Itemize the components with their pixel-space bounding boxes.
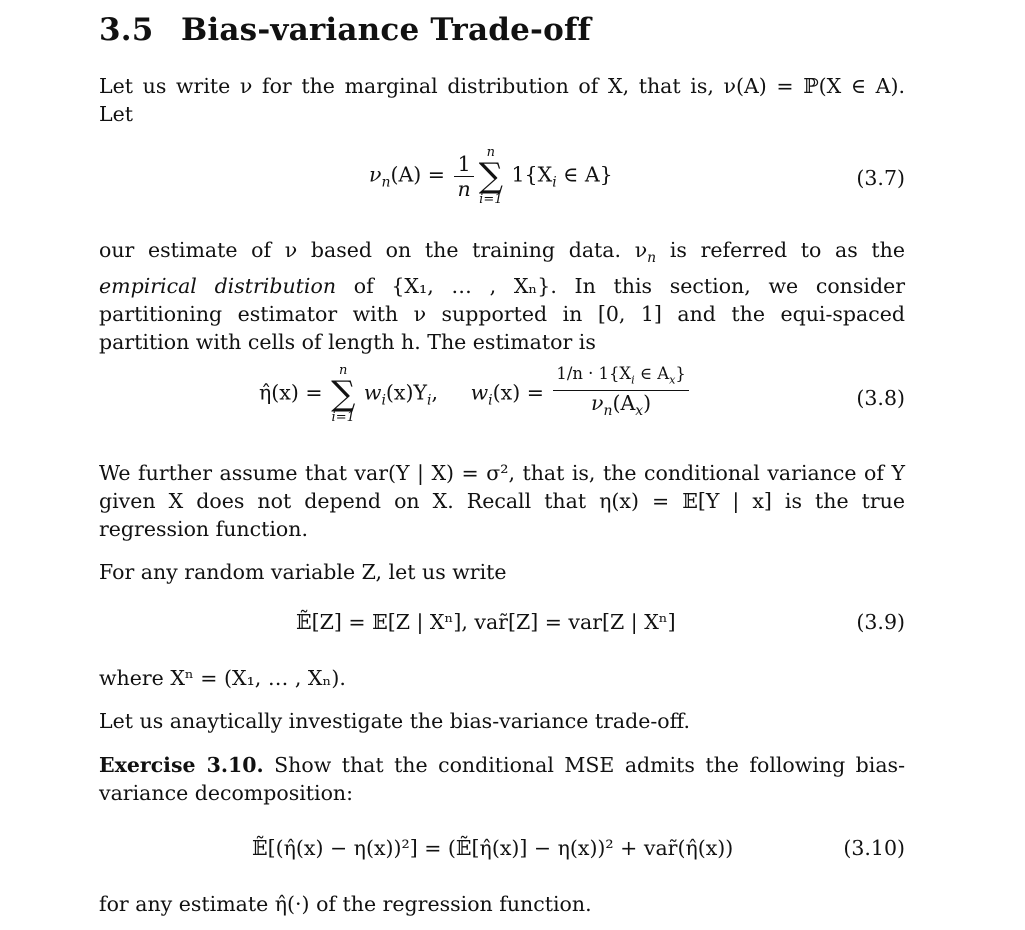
equation-number: (3.7) — [856, 166, 905, 190]
emphasis-empirical-distribution: empirical distribution — [99, 274, 337, 299]
paragraph-conditional-variance: We further assume that var(Y | X) = σ², that is, the conditional variance of Y given X does not depend on X. Recall that η(x) = 𝔼[Y | x] is the true regression function. — [99, 461, 905, 541]
paragraph-marginal-distribution — [99, 72, 905, 128]
exercise-3-10: Exercise 3.10. Show that the conditional MSE admits the following bias-variance decomposition: — [99, 753, 905, 805]
paragraph-line: Let — [99, 102, 133, 126]
paragraph-sample-definition: where Xⁿ = (X₁, … , Xₙ). — [99, 666, 346, 690]
paragraph-tradeoff: Let us anaytically investigate the bias-variance trade-off. — [99, 709, 690, 733]
equation-3-7 — [99, 146, 905, 216]
equation-body: 𝔼̃[(η̂(x) − η(x))²] = (𝔼̃[η̂(x)] − η(x))² + var̃(η̂(x)) — [252, 836, 734, 860]
equation-number: (3.10) — [843, 836, 905, 860]
equation-body: $\nu_n(A)$ = $\frac{1}{n}$ n ∑ i=1 $1\{X_i$ ∈ A} — [369, 145, 613, 207]
paragraph-line: Let us write ν for the marginal distribution of X, that is, ν(A) = ℙ(X ∈ A). — [99, 74, 905, 98]
section-heading — [99, 12, 591, 48]
paragraph-random-variable: For any random variable Z, let us write — [99, 560, 507, 584]
equation-body: 𝔼̃[Z] = 𝔼[Z | Xⁿ], var̃[Z] = var[Z | Xⁿ] — [296, 610, 676, 634]
equation-number: (3.8) — [856, 386, 905, 410]
paragraph-empirical-distribution: our estimate of ν based on the training data. $\nu_n$ is referred to as the empirical distribution of {X₁, … , Xₙ}. In this section, we consider partitioning estimator with ν supported in [0, 1] and the equi-spaced partition with cells of length h. The estimator is — [99, 238, 905, 355]
equation-3-8 — [99, 364, 905, 434]
section-number: 3.5 — [99, 12, 154, 48]
equation-body: η̂(x) = n ∑ i=1 $w_i(x)Y_i$, $w_i(x)$ = $\frac{1/n \cdot 1\{X_i \in A_x\}}{\nu_n(A_x)}$ — [259, 364, 692, 424]
section-title: Bias-variance Trade-off — [181, 12, 592, 48]
equation-number: (3.9) — [856, 610, 905, 634]
paragraph-estimate: for any estimate η̂(·) of the regression function. — [99, 892, 592, 916]
exercise-label: Exercise 3.10. — [99, 753, 264, 777]
